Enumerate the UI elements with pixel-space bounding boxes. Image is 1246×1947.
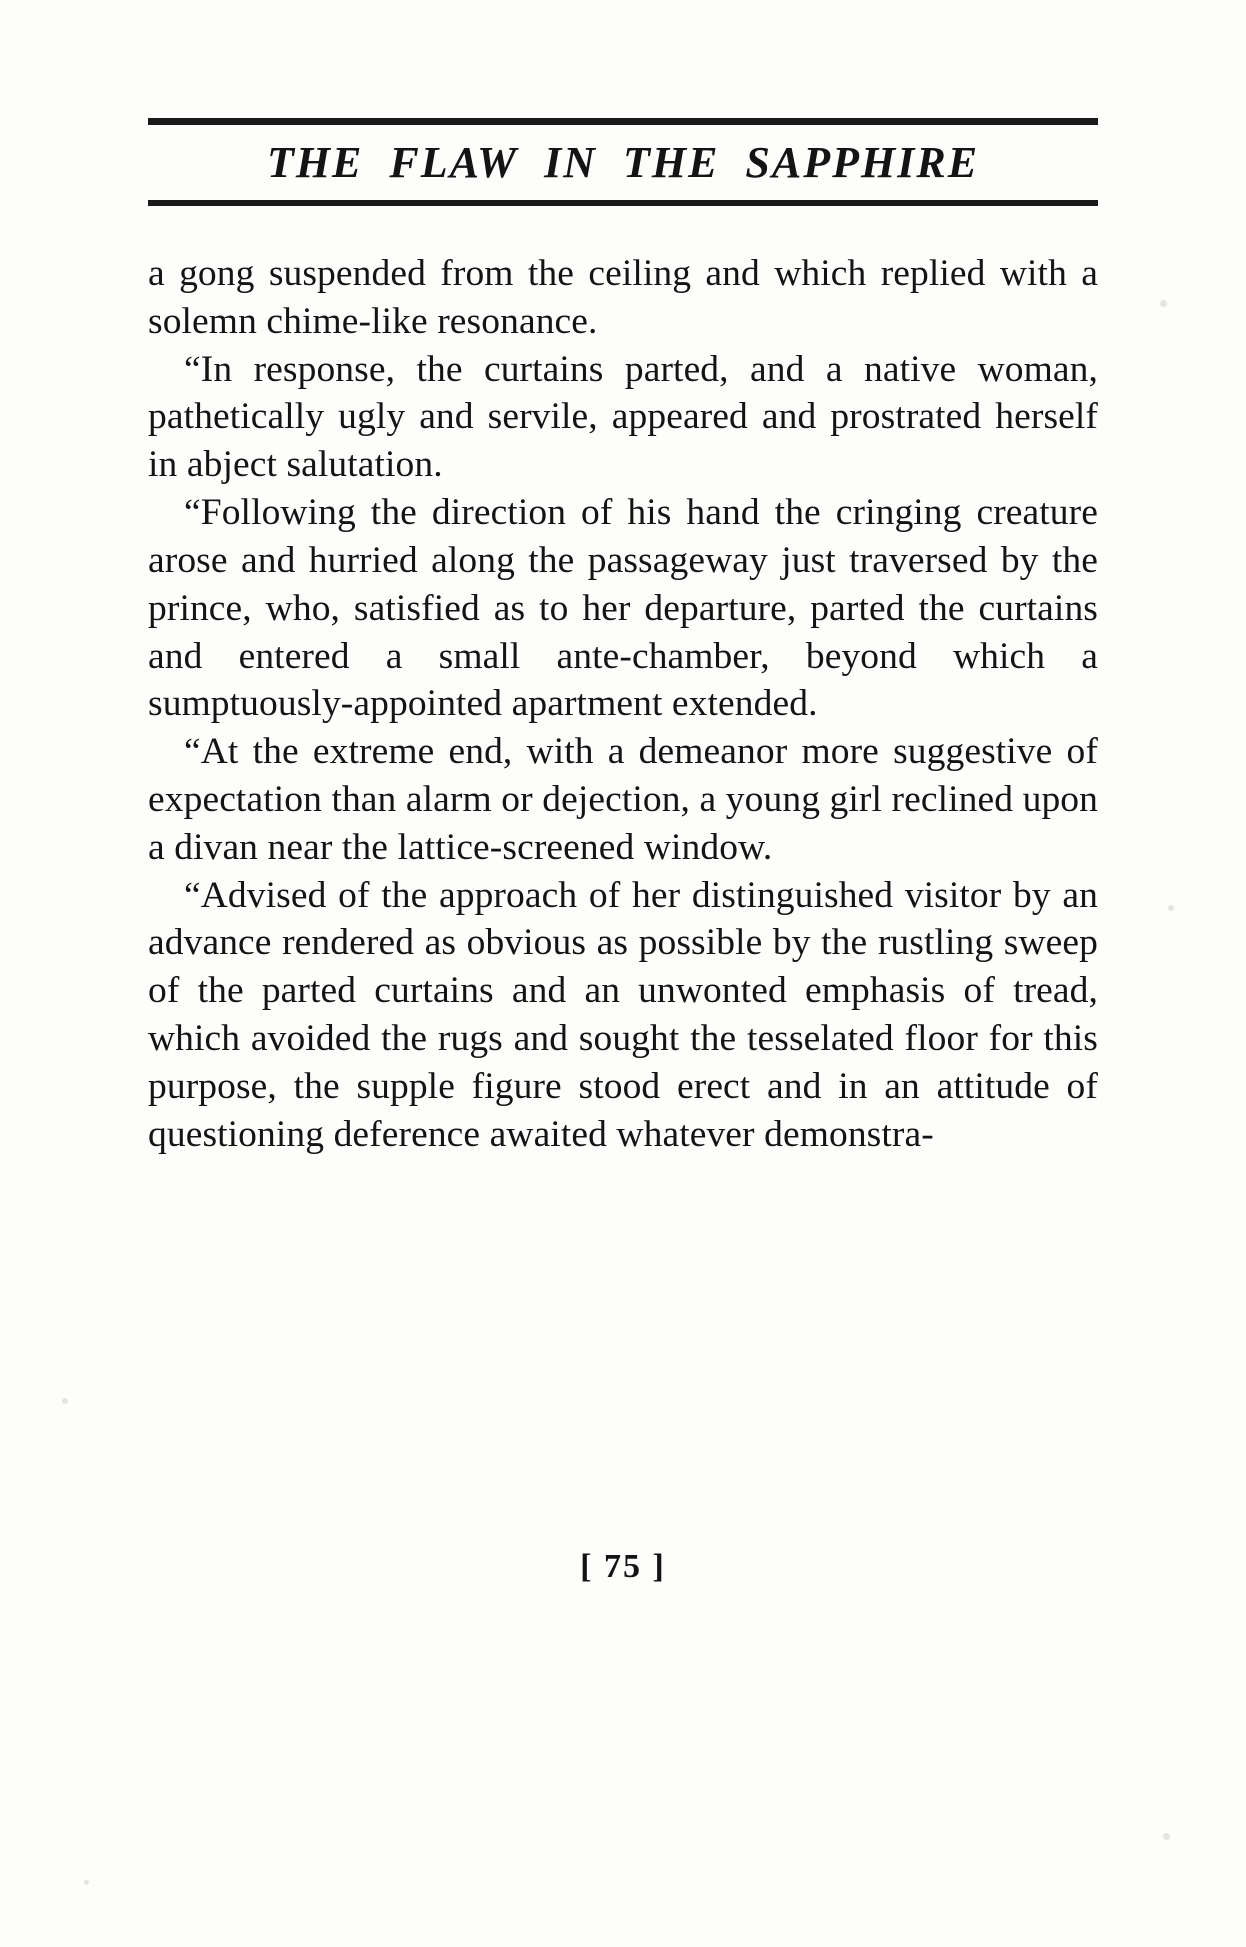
scan-speckle xyxy=(62,1398,68,1404)
running-head-word: IN xyxy=(544,138,597,187)
scan-speckle xyxy=(1168,905,1174,911)
body-text xyxy=(148,250,1098,1158)
running-head-word: THE xyxy=(266,138,364,187)
running-head xyxy=(148,131,1098,192)
paragraph: “At the extreme end, with a demeanor more suggestive of expectation than alarm or dejection, a young girl reclined upon a divan near the lattice-screened window. xyxy=(148,731,1098,868)
running-head-word: SAPPHIRE xyxy=(745,138,980,187)
page-content xyxy=(148,118,1098,1585)
paragraph: a gong suspended from the ceiling and which replied with a solemn chime-like resonance. xyxy=(148,253,1098,342)
header-rule-top xyxy=(148,118,1098,125)
page-number: [ 75 ] xyxy=(580,1548,666,1585)
scan-speckle xyxy=(84,1880,89,1885)
scan-speckle xyxy=(1160,300,1167,307)
scan-speckle xyxy=(1163,1833,1170,1840)
running-head-word: THE xyxy=(622,138,720,187)
header-rule-bottom xyxy=(148,200,1098,206)
paragraph: “In response, the curtains parted, and a native woman, pathetically ugly and servile, appeared and prostrated herself in abject salutation. xyxy=(148,348,1098,486)
paragraph: “Following the direction of his hand the cringing creature arose and hurried along the passageway just traversed by the prince, who, satisfied as to her departure, parted the curtains and entered a small ante-chamber, beyond which a sumptuously-appointed apartment extended. xyxy=(148,492,1098,725)
paragraph: “Advised of the approach of her distinguished visitor by an advance rendered as obvious as possible by the rustling sweep of the parted curtains and an unwonted emphasis of tread, which avoided the rugs and sought the tesselated floor for this purpose, the supple figure stood erect and in an attitude of questioning deference awaited whatever demonstra- xyxy=(148,874,1098,1155)
running-head-word: FLAW xyxy=(389,138,519,187)
